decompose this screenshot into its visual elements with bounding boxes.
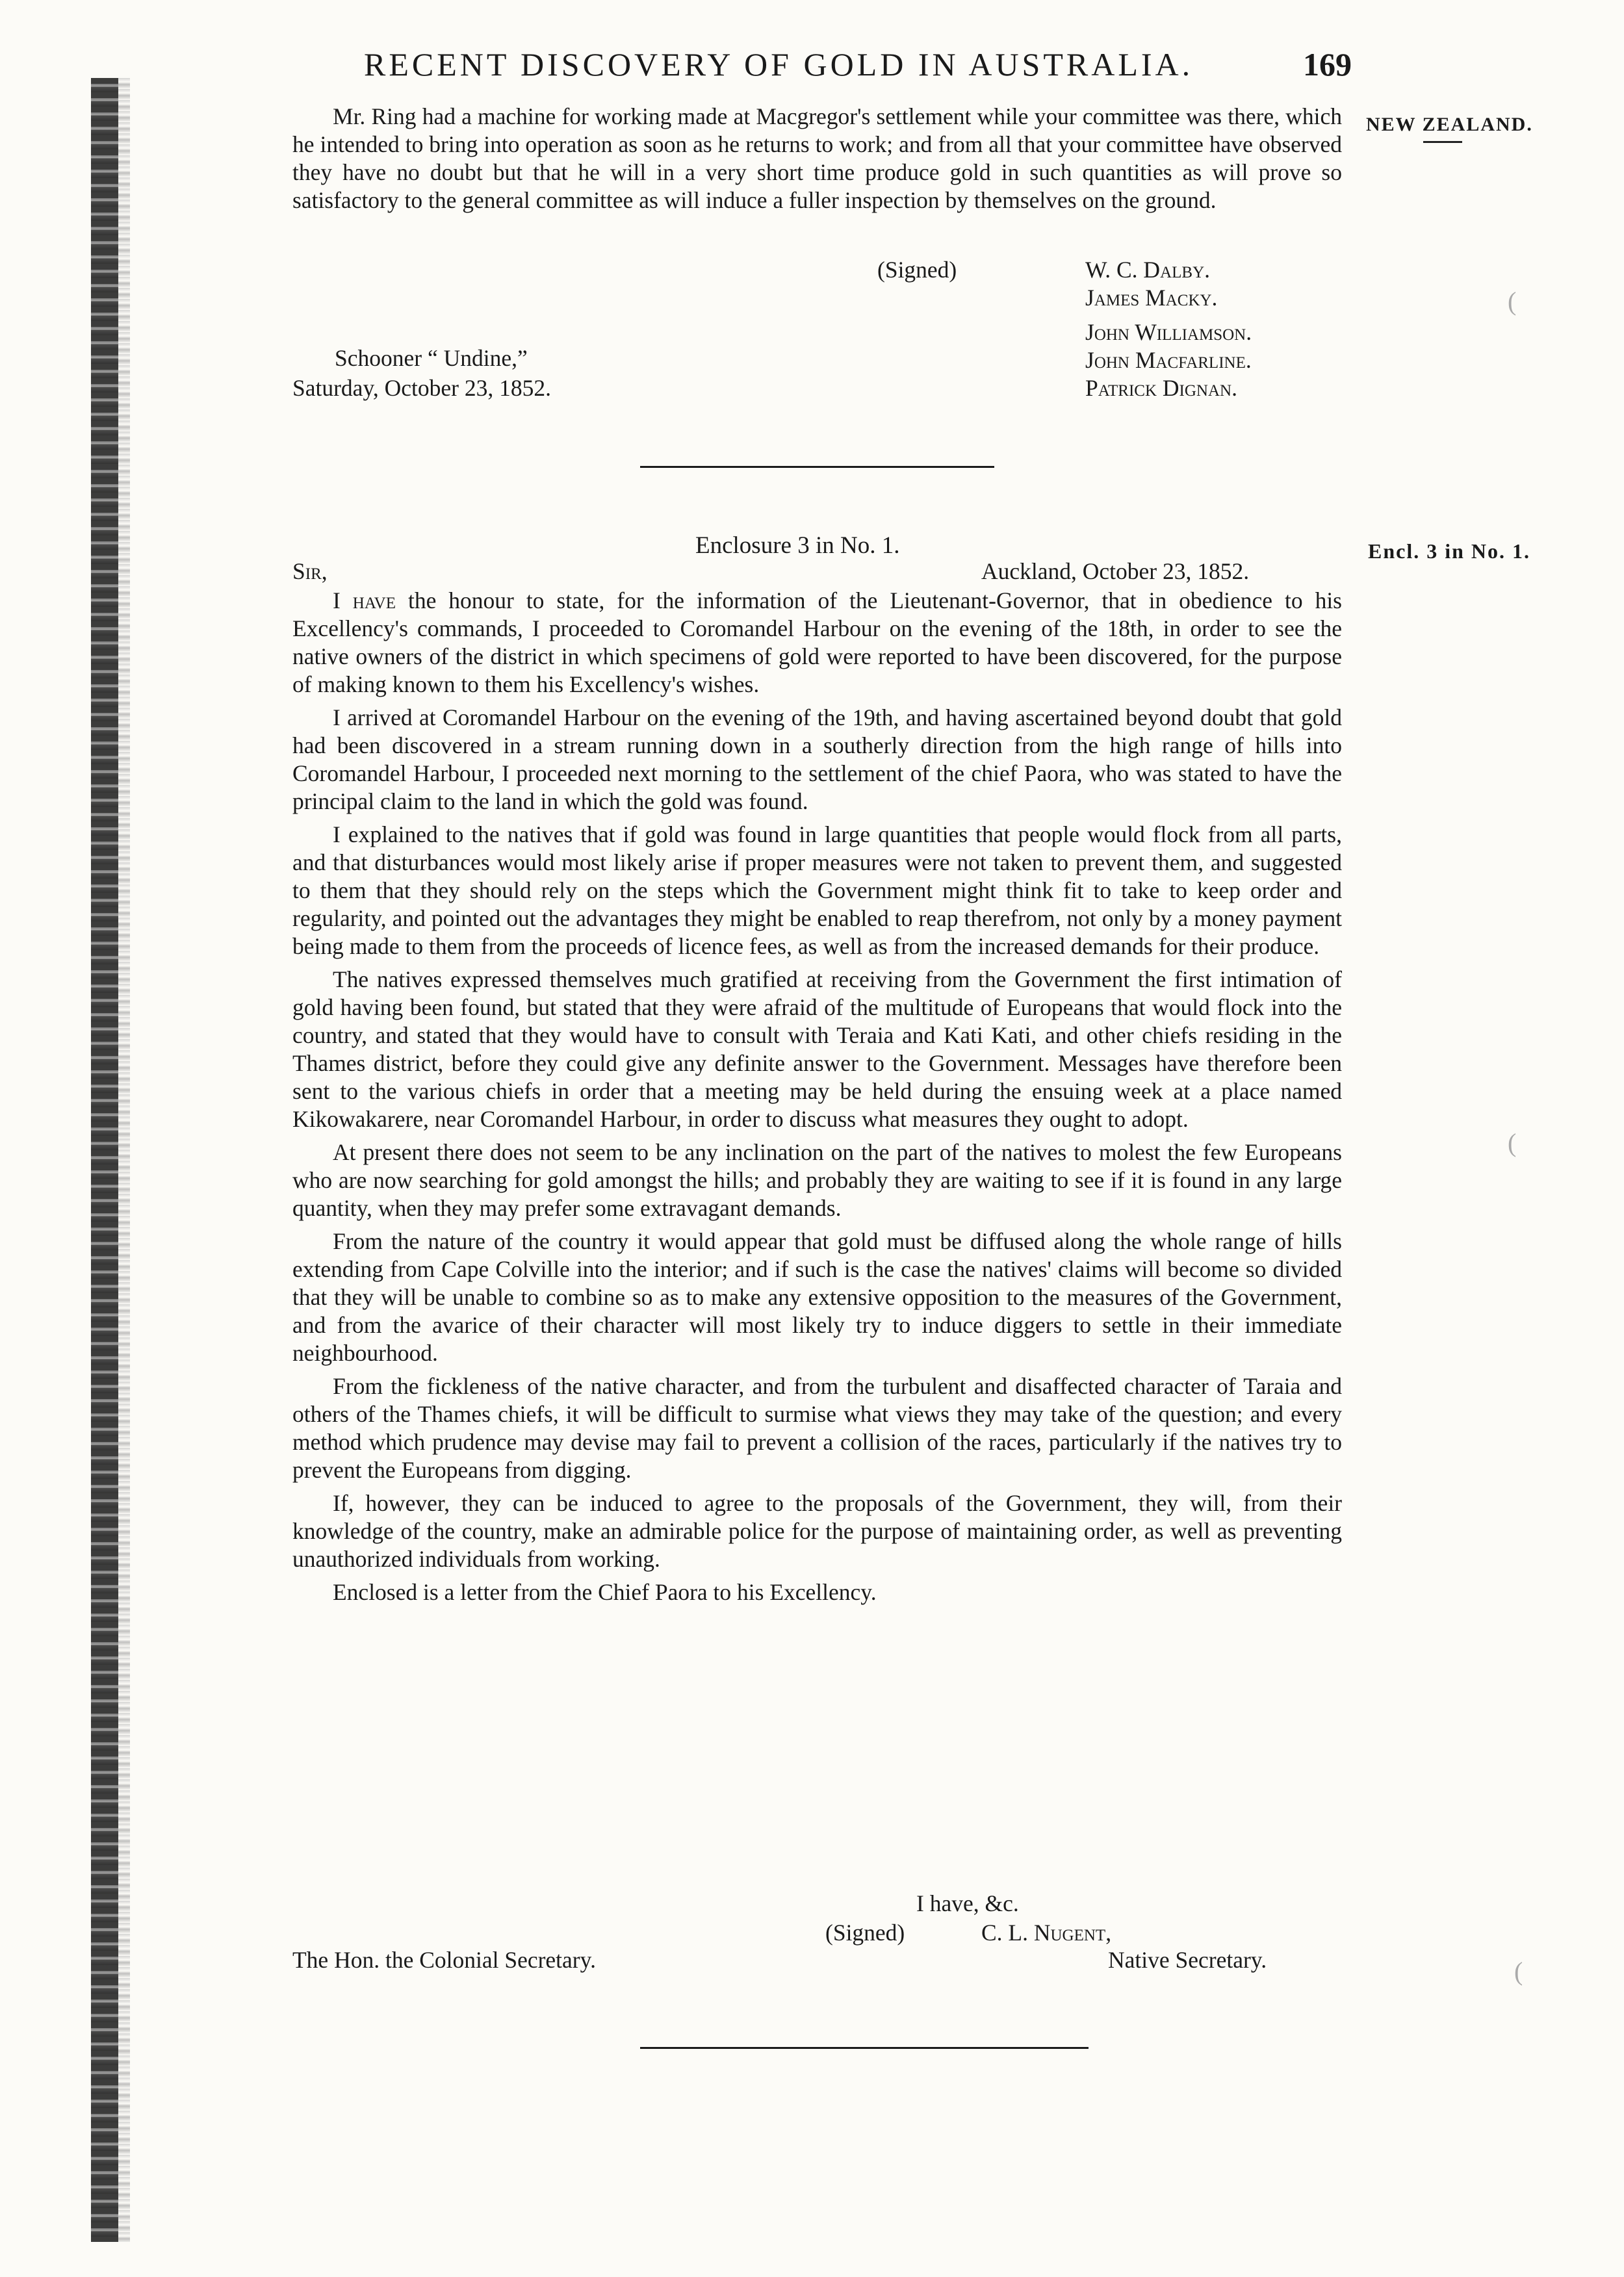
page-binding-shadow [118, 78, 130, 2242]
signatory-4: John Macfarline. [1085, 347, 1252, 373]
enclosure-paragraph-3: I explained to the natives that if gold was found in large quantities that people would flock from all parts, and that disturbances would most likely arise if proper measures were not taken to prevent them, and suggested to them that they should rely on the steps which the Government might think fit to take to keep order and regularity, and pointed out the advantages they might be enabled to reap therefrom, not only by a money payment being made to them from the proceeds of licence fees, as well as from the increased demands for their produce. [292, 821, 1342, 959]
margin-section-dash [1423, 141, 1462, 143]
place-date: Auckland, October 23, 1852. [981, 558, 1250, 584]
signatory-5: Patrick Dignan. [1085, 375, 1237, 401]
enclosure-body [292, 587, 1342, 1612]
section-divider [640, 466, 994, 468]
running-title: RECENT DISCOVERY OF GOLD IN AUSTRALIA. [364, 46, 1194, 83]
signatory-2: James Macky. [1085, 285, 1218, 311]
closing: I have, &c. [916, 1890, 1019, 1916]
margin-bracket-mark: ( [1508, 1128, 1517, 1157]
enclosure-paragraph-7: From the fickleness of the native character, and from the turbulent and disaffected character of Taraia and others of the Thames chiefs, it will be difficult to surmise what views they may take of the question; and every method which prudence may devise may fail to prevent a collision of the races, particularly if the natives try to prevent the Europeans from digging. [292, 1373, 1342, 1483]
letter1-signed-label: (Signed) [877, 257, 957, 283]
letter1-place: Schooner “ Undine,” [335, 345, 528, 371]
enclosure-paragraph-8: If, however, they can be induced to agree to the proposals of the Government, they will, from their knowledge of the country, make an admirable police for the purpose of maintaining order, as well as preventing unauthorized individuals from working. [292, 1490, 1342, 1572]
bottom-divider [640, 2047, 1089, 2049]
margin-bracket-mark: ( [1508, 287, 1517, 316]
enclosure-paragraph-1: I have the honour to state, for the information of the Lieutenant-Governor, that in obedience to his Excellency's commands, I proceeded to Coromandel Harbour on the evening of the 18th, in order to see the native owners of the district in which specimens of gold were reported to have been discovered, for the purpose of making known to them his Excellency's wishes. [292, 587, 1342, 697]
addressee: The Hon. the Colonial Secretary. [292, 1947, 596, 1973]
margin-section-label: NEW ZEALAND. [1366, 114, 1533, 135]
enclosure-signed-label: (Signed) [825, 1920, 905, 1946]
margin-bracket-mark: ( [1514, 1957, 1523, 1986]
letter1-date: Saturday, October 23, 1852. [292, 375, 551, 401]
signer-title: Native Secretary. [1108, 1947, 1267, 1973]
enclosure-paragraph-6: From the nature of the country it would appear that gold must be diffused along the whole range of hills extending from Cape Colville into the interior; and if such is the case the natives' claims will become so divided that they will be unable to combine so as to make any extensive opposition to the measures of the Government, and from the avarice of their character will most likely try to induce diggers to settle in their immediate neighbourhood. [292, 1228, 1342, 1366]
signer-name: C. L. Nugent, [981, 1920, 1112, 1946]
opening-small-caps: I have [333, 587, 396, 613]
margin-enclosure-label: Encl. 3 in No. 1. [1368, 539, 1531, 563]
signatory-3: John Williamson. [1085, 319, 1252, 345]
page-binding-edge [91, 78, 118, 2242]
salutation: Sir, [292, 558, 328, 584]
enclosure-paragraph-2: I arrived at Coromandel Harbour on the evening of the 19th, and having ascertained beyond doubt that gold had been discovered in a stream running down in a southerly direction from the high range of hills into Coromandel Harbour, I proceeded next morning to the settlement of the chief Paora, who was stated to have the principal claim to the land in which the gold was found. [292, 704, 1342, 814]
enclosure-paragraph-5: At present there does not seem to be any inclination on the part of the natives to molest the few Europeans who are now searching for gold amongst the hills; and probably they are waiting to see if it is found in any large quantity, when they may prefer some extravagant demands. [292, 1139, 1342, 1221]
enclosure-paragraph-4: The natives expressed themselves much gratified at receiving from the Government the first intimation of gold having been found, but stated that they were afraid of the multitude of Europeans that would flock into the country, and stated that they would have to consult with Teraia and Kati Kati, and other chiefs residing in the Thames district, before they could give any definite answer to the Government. Messages have therefore been sent to the various chiefs in order that a meeting may be held during the ensuing week at a place named Kikowakarere, near Coromandel Harbour, in order to discuss what measures they ought to adopt. [292, 966, 1342, 1132]
letter1-body [292, 103, 1342, 220]
running-header [364, 45, 1352, 91]
enclosure-paragraph-9: Enclosed is a letter from the Chief Paora to his Excellency. [333, 1579, 877, 1605]
letter1-paragraph: Mr. Ring had a machine for working made at Macgregor's settlement while your committee was there, which he intended to bring into operation as soon as he returns to work; and from all that your committee have observed they have no doubt but that he will in a very short time produce gold in such quantities as will prove so satisfactory to the general committee as will induce a fuller inspection by themselves on the ground. [292, 103, 1342, 213]
page-number: 169 [1303, 46, 1352, 83]
signatory-1: W. C. Dalby. [1085, 257, 1210, 283]
enclosure-title: Enclosure 3 in No. 1. [695, 532, 900, 559]
